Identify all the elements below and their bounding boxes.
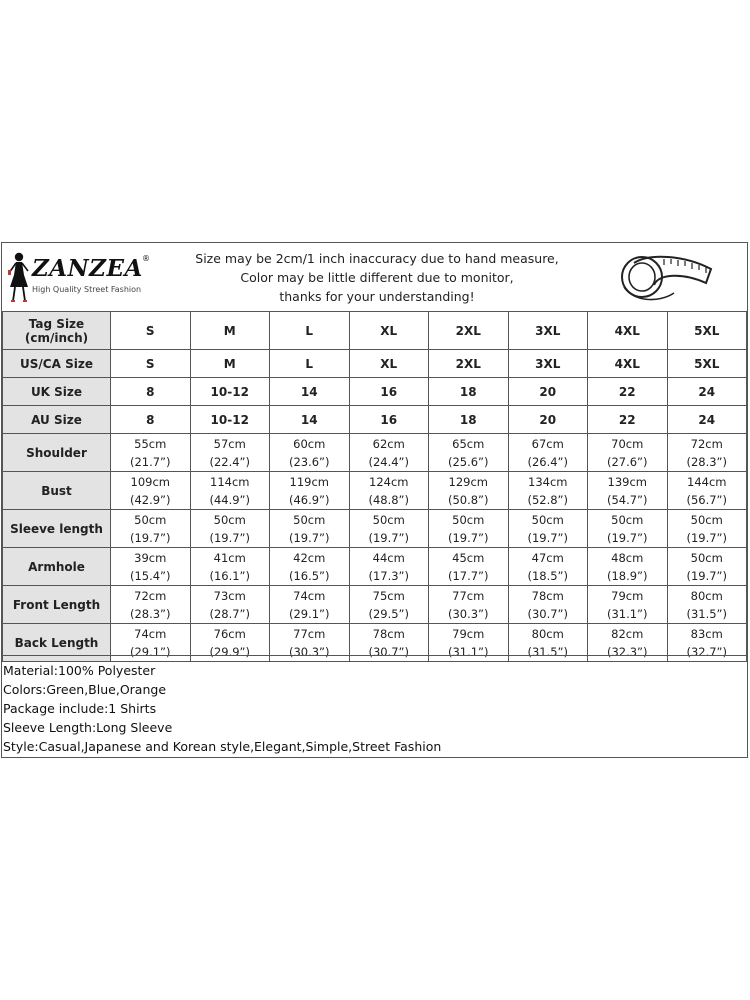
measurement-inch: (31.5”)	[686, 606, 728, 621]
measurement-cm: 55cm	[134, 436, 167, 451]
measurement-inch: (28.7”)	[209, 606, 251, 621]
measurement-inch: (15.4”)	[129, 568, 171, 583]
measurement-cm: 82cm	[611, 626, 644, 641]
measurement-inch: (50.8”)	[447, 492, 489, 507]
measurement-cm: 72cm	[690, 436, 723, 451]
measurement-inch: (27.6”)	[606, 454, 648, 469]
row-label: Bust	[3, 472, 111, 510]
measurement-cell	[190, 434, 270, 472]
measurement-cm: 80cm	[531, 626, 564, 641]
measurement-inch: (52.8”)	[527, 492, 569, 507]
measurement-cm: 39cm	[134, 550, 167, 565]
size-cell: M	[190, 312, 270, 350]
measurement-cm: 83cm	[690, 626, 723, 641]
measurement-cm: 73cm	[213, 588, 246, 603]
measurement-inch: (31.5”)	[527, 644, 569, 659]
measurement-cell	[429, 510, 509, 548]
measurement-cell	[588, 472, 668, 510]
measurement-cm: 50cm	[134, 512, 167, 527]
measurement-cm: 45cm	[452, 550, 485, 565]
measurement-cell	[667, 586, 747, 624]
measurement-cell	[667, 510, 747, 548]
measurement-cm: 124cm	[369, 474, 409, 489]
size-cell: 5XL	[667, 350, 747, 378]
measurement-inch: (26.4”)	[527, 454, 569, 469]
size-cell: XL	[349, 312, 429, 350]
measurement-cm: 62cm	[372, 436, 405, 451]
measurement-inch: (18.9”)	[606, 568, 648, 583]
measurement-cell	[190, 510, 270, 548]
size-notice	[172, 249, 582, 306]
measurement-cm: 114cm	[210, 474, 250, 489]
measurement-cell	[667, 472, 747, 510]
size-cell: 8	[111, 406, 191, 434]
size-cell: L	[270, 312, 350, 350]
measurement-cell	[111, 586, 191, 624]
size-cell: XL	[349, 350, 429, 378]
measurement-inch: (22.4”)	[209, 454, 251, 469]
measurement-cm: 47cm	[531, 550, 564, 565]
notice-line: thanks for your understanding!	[279, 289, 475, 304]
measurement-cm: 44cm	[372, 550, 405, 565]
measurement-cell	[190, 472, 270, 510]
measurement-row	[3, 434, 747, 472]
measurement-inch: (19.7”)	[686, 568, 728, 583]
size-cell: 14	[270, 406, 350, 434]
measurement-cm: 67cm	[531, 436, 564, 451]
measurement-cell	[508, 510, 588, 548]
measurement-cm: 109cm	[130, 474, 170, 489]
row-label: US/CA Size	[3, 350, 111, 378]
measurement-inch: (31.1”)	[447, 644, 489, 659]
measurement-inch: (19.7”)	[129, 530, 171, 545]
measurement-cm: 50cm	[213, 512, 246, 527]
measurement-cm: 119cm	[289, 474, 329, 489]
size-row	[3, 406, 747, 434]
size-cell: S	[111, 350, 191, 378]
measurement-cell	[508, 548, 588, 586]
measurement-cell	[111, 548, 191, 586]
measurement-inch: (16.1”)	[209, 568, 251, 583]
measuring-tape-icon	[614, 247, 714, 307]
measurement-cm: 77cm	[293, 626, 326, 641]
measurement-cell	[349, 434, 429, 472]
measurement-cell	[190, 586, 270, 624]
measurement-cm: 50cm	[611, 512, 644, 527]
measurement-inch: (56.7”)	[686, 492, 728, 507]
measurement-cell	[349, 472, 429, 510]
measurement-cell	[349, 510, 429, 548]
product-info-line: Style:Casual,Japanese and Korean style,Elegant,Simple,Street Fashion	[3, 739, 442, 754]
measurement-inch: (28.3”)	[686, 454, 728, 469]
measurement-cm: 65cm	[452, 436, 485, 451]
size-cell: 20	[508, 406, 588, 434]
row-label: Back Length	[3, 624, 111, 662]
measurement-row	[3, 548, 747, 586]
measurement-cm: 42cm	[293, 550, 326, 565]
measurement-inch: (32.7”)	[686, 644, 728, 659]
measurement-inch: (54.7”)	[606, 492, 648, 507]
chart-header	[2, 243, 747, 312]
measurement-cell	[270, 548, 350, 586]
notice-line: Color may be little different due to monitor,	[240, 270, 514, 285]
product-info-line: Sleeve Length:Long Sleeve	[3, 720, 173, 735]
row-label: AU Size	[3, 406, 111, 434]
measurement-cm: 77cm	[452, 588, 485, 603]
measurement-cm: 79cm	[452, 626, 485, 641]
measurement-cell	[111, 434, 191, 472]
size-cell: 14	[270, 378, 350, 406]
product-info	[2, 655, 747, 757]
measurement-inch: (29.1”)	[129, 644, 171, 659]
product-info-line: Package include:1 Shirts	[3, 701, 157, 716]
brand-logo	[2, 249, 152, 305]
measurement-cell	[508, 472, 588, 510]
measurement-cell	[667, 548, 747, 586]
size-cell: 10-12	[190, 378, 270, 406]
measurement-inch: (46.9”)	[288, 492, 330, 507]
size-cell: 16	[349, 406, 429, 434]
measurement-cm: 134cm	[528, 474, 568, 489]
size-cell: 2XL	[429, 350, 509, 378]
measurement-cell	[270, 586, 350, 624]
measurement-inch: (44.9”)	[209, 492, 251, 507]
measurement-cm: 80cm	[690, 588, 723, 603]
measurement-inch: (19.7”)	[447, 530, 489, 545]
measurement-inch: (28.3”)	[129, 606, 171, 621]
measurement-inch: (31.1”)	[606, 606, 648, 621]
measurement-inch: (25.6”)	[447, 454, 489, 469]
row-label: Sleeve length	[3, 510, 111, 548]
measurement-inch: (30.7”)	[527, 606, 569, 621]
measurement-inch: (24.4”)	[368, 454, 410, 469]
measurement-inch: (30.3”)	[288, 644, 330, 659]
size-cell: 8	[111, 378, 191, 406]
size-cell: 10-12	[190, 406, 270, 434]
measurement-inch: (16.5”)	[288, 568, 330, 583]
measurement-cell	[429, 434, 509, 472]
row-label: Tag Size (cm/inch)	[3, 312, 111, 350]
notice-line: Size may be 2cm/1 inch inaccuracy due to hand measure,	[195, 251, 559, 266]
measurement-inch: (19.7”)	[686, 530, 728, 545]
measurement-cm: 48cm	[611, 550, 644, 565]
measurement-cm: 41cm	[213, 550, 246, 565]
measurement-cell	[508, 586, 588, 624]
measurement-cm: 74cm	[134, 626, 167, 641]
measurement-cm: 50cm	[452, 512, 485, 527]
measurement-cell	[588, 586, 668, 624]
size-cell: 5XL	[667, 312, 747, 350]
size-cell: 24	[667, 406, 747, 434]
measurement-cell	[429, 548, 509, 586]
measurement-cm: 50cm	[690, 550, 723, 565]
size-cell: 4XL	[588, 350, 668, 378]
size-cell: 3XL	[508, 350, 588, 378]
measurement-inch: (23.6”)	[288, 454, 330, 469]
measurement-cm: 50cm	[372, 512, 405, 527]
measurement-inch: (29.9”)	[209, 644, 251, 659]
size-cell: 2XL	[429, 312, 509, 350]
row-label: Armhole	[3, 548, 111, 586]
measurement-cm: 144cm	[687, 474, 727, 489]
measurement-cell	[270, 434, 350, 472]
measurement-cell	[111, 510, 191, 548]
measurement-row	[3, 586, 747, 624]
measurement-inch: (19.7”)	[606, 530, 648, 545]
measurement-cell	[190, 548, 270, 586]
row-label: Shoulder	[3, 434, 111, 472]
measurement-cm: 129cm	[448, 474, 488, 489]
measurement-cm: 60cm	[293, 436, 326, 451]
size-table	[2, 311, 747, 662]
measurement-inch: (42.9”)	[129, 492, 171, 507]
measurement-inch: (19.7”)	[368, 530, 410, 545]
measurement-inch: (30.7”)	[368, 644, 410, 659]
row-label: Front Length	[3, 586, 111, 624]
measurement-cell	[429, 586, 509, 624]
measurement-inch: (18.5”)	[527, 568, 569, 583]
measurement-row	[3, 510, 747, 548]
product-info-line: Colors:Green,Blue,Orange	[3, 682, 167, 697]
measurement-cm: 76cm	[213, 626, 246, 641]
size-cell: 22	[588, 378, 668, 406]
measurement-cm: 50cm	[690, 512, 723, 527]
size-cell: 16	[349, 378, 429, 406]
measurement-inch: (19.7”)	[527, 530, 569, 545]
measurement-inch: (21.7”)	[129, 454, 171, 469]
measurement-inch: (32.3”)	[606, 644, 648, 659]
measurement-cm: 78cm	[372, 626, 405, 641]
measurement-inch: (29.1”)	[288, 606, 330, 621]
measurement-cm: 70cm	[611, 436, 644, 451]
brand-tagline: High Quality Street Fashion	[32, 285, 142, 294]
measurement-cm: 50cm	[293, 512, 326, 527]
measurement-row	[3, 472, 747, 510]
size-cell: 24	[667, 378, 747, 406]
fashion-model-icon	[6, 251, 32, 305]
measurement-inch: (19.7”)	[209, 530, 251, 545]
measurement-cell	[588, 510, 668, 548]
row-label: UK Size	[3, 378, 111, 406]
brand-name: ZANZEA	[32, 255, 143, 282]
size-cell: 18	[429, 378, 509, 406]
size-cell: M	[190, 350, 270, 378]
measurement-cm: 78cm	[531, 588, 564, 603]
measurement-cm: 139cm	[607, 474, 647, 489]
measurement-cell	[111, 472, 191, 510]
size-cell: 20	[508, 378, 588, 406]
size-cell: S	[111, 312, 191, 350]
size-row	[3, 378, 747, 406]
measurement-cell	[270, 510, 350, 548]
measurement-cell	[667, 434, 747, 472]
measurement-cell	[588, 434, 668, 472]
size-row	[3, 312, 747, 350]
size-cell: 18	[429, 406, 509, 434]
measurement-cm: 50cm	[531, 512, 564, 527]
measurement-inch: (19.7”)	[288, 530, 330, 545]
measurement-cell	[270, 472, 350, 510]
size-chart	[1, 242, 748, 758]
product-info-line: Material:100% Polyester	[3, 663, 156, 678]
measurement-inch: (30.3”)	[447, 606, 489, 621]
measurement-inch: (48.8”)	[368, 492, 410, 507]
size-row	[3, 350, 747, 378]
measurement-cm: 75cm	[372, 588, 405, 603]
measurement-cell	[349, 548, 429, 586]
registered-mark: ®	[142, 254, 150, 263]
size-cell: 22	[588, 406, 668, 434]
measurement-cm: 72cm	[134, 588, 167, 603]
measurement-cm: 74cm	[293, 588, 326, 603]
size-cell: L	[270, 350, 350, 378]
measurement-inch: (17.7”)	[447, 568, 489, 583]
measurement-cm: 79cm	[611, 588, 644, 603]
measurement-cell	[508, 434, 588, 472]
measurement-inch: (17.3”)	[368, 568, 410, 583]
measurement-inch: (29.5”)	[368, 606, 410, 621]
measurement-cell	[588, 548, 668, 586]
measurement-cell	[349, 586, 429, 624]
size-cell: 4XL	[588, 312, 668, 350]
measurement-cell	[429, 472, 509, 510]
measurement-cm: 57cm	[213, 436, 246, 451]
size-cell: 3XL	[508, 312, 588, 350]
